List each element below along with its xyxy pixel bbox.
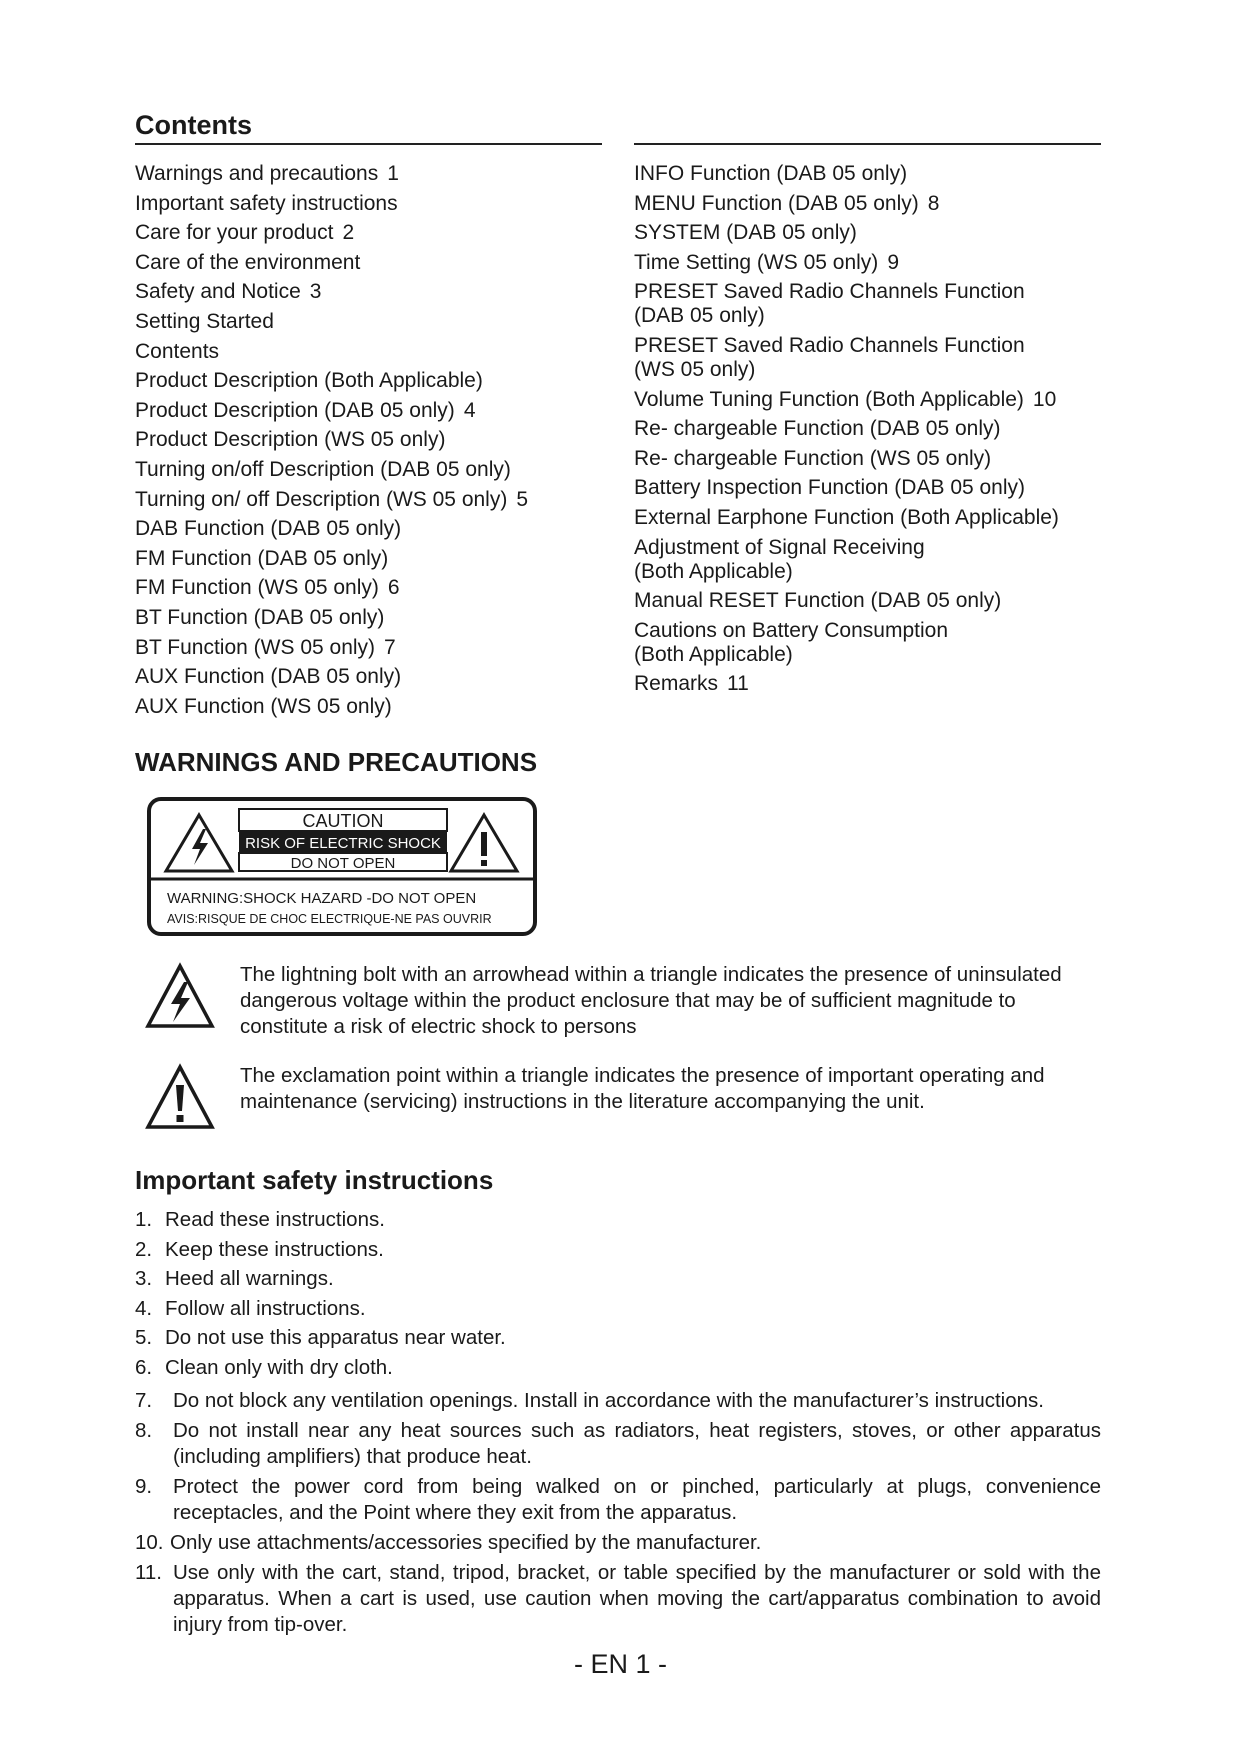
toc-entry: SYSTEM (DAB 05 only): [634, 221, 857, 245]
toc-entry: Contents: [135, 339, 220, 363]
toc-entry: Cautions on Battery Consumption (Both Applicable): [634, 618, 949, 666]
page-number: - EN 1 -: [573, 1649, 667, 1679]
contents-list-left: [135, 162, 528, 724]
toc-entry: BT Function (WS 05 only) 7: [135, 635, 396, 659]
toc-entry: Re- chargeable Function (DAB 05 only): [634, 417, 1001, 441]
toc-entry: Manual RESET Function (DAB 05 only): [634, 589, 1002, 613]
list-item: 1. Read these instructions.: [135, 1208, 385, 1231]
toc-entry: Turning on/off Description (DAB 05 only): [135, 457, 511, 481]
exclamation-triangle-icon: [145, 1063, 215, 1133]
list-item: 6. Clean only with dry cloth.: [135, 1355, 393, 1379]
contents-heading: Contents: [135, 110, 252, 140]
toc-entry: FM Function (DAB 05 only): [135, 546, 389, 570]
safety-instructions-list: [135, 1207, 1101, 1642]
toc-entry: Setting Started: [135, 309, 274, 333]
toc-entry: AUX Function (WS 05 only): [135, 694, 392, 718]
toc-entry: External Earphone Function (Both Applicable): [634, 505, 1059, 529]
exclamation-description: The exclamation point within a triangle indicates the presence of important operating and maintenance (servicing) instructions in the literature accompanying the unit.: [240, 1064, 1045, 1113]
warnings-heading: WARNINGS AND PRECAUTIONS: [135, 747, 538, 777]
list-item: 5. Do not use this apparatus near water.: [135, 1326, 506, 1350]
safety-heading: Important safety instructions: [135, 1165, 494, 1195]
list-item: 8. Do not install near any heat sources such as radiators, heat registers, stoves, or other apparatus (including amplifiers) that produce heat.: [135, 1418, 1101, 1468]
list-item: 7. Do not block any ventilation openings. Install in accordance with the manufacturer’s instructions.: [135, 1388, 1044, 1412]
toc-entry: AUX Function (DAB 05 only): [135, 665, 402, 689]
toc-entry: Safety and Notice 3: [135, 280, 322, 304]
contents-list-right: [634, 162, 1059, 702]
toc-entry: INFO Function (DAB 05 only): [634, 162, 908, 185]
lightning-description: The lightning bolt with an arrowhead within a triangle indicates the presence of uninsulated dangerous voltage within the product enclosure that may be of sufficient magnitude to constitute a risk of electric shock to persons: [240, 963, 1062, 1038]
toc-entry: Product Description (WS 05 only): [135, 428, 446, 452]
toc-entry: Adjustment of Signal Receiving (Both Applicable): [634, 535, 925, 583]
toc-entry: Important safety instructions: [135, 191, 398, 215]
avis-line: AVIS:RISQUE DE CHOC ELECTRIQUE-NE PAS OUVRIR: [167, 912, 492, 926]
list-item: 11. Use only with the cart, stand, tripod, bracket, or table specified by the manufacturer or sold with the apparatus. When a cart is used, use caution when moving the cart/apparatus combination to avoid injury from tip-over.: [135, 1560, 1101, 1636]
toc-entry: Volume Tuning Function (Both Applicable) 10: [634, 387, 1057, 411]
toc-entry: Product Description (DAB 05 only) 4: [135, 398, 476, 422]
toc-entry: Care of the environment: [135, 250, 361, 274]
warning-line: WARNING:SHOCK HAZARD -DO NOT OPEN: [167, 890, 477, 907]
toc-entry: PRESET Saved Radio Channels Function (DAB 05 only): [634, 280, 1025, 328]
lightning-triangle-icon: [145, 962, 215, 1032]
toc-entry: Product Description (Both Applicable): [135, 369, 483, 393]
toc-entry: MENU Function (DAB 05 only) 8: [634, 191, 940, 215]
do-not-open-text: DO NOT OPEN: [290, 855, 396, 872]
toc-entry: Warnings and precautions 1: [135, 162, 399, 185]
toc-entry: Turning on/ off Description (WS 05 only) 5: [135, 487, 529, 511]
toc-entry: Re- chargeable Function (WS 05 only): [634, 446, 992, 470]
list-item: 9. Protect the power cord from being walked on or pinched, particularly at plugs, convenience receptacles, and the Point where they exit from the apparatus.: [135, 1474, 1101, 1524]
toc-entry: Time Setting (WS 05 only) 9: [634, 250, 899, 274]
toc-entry: DAB Function (DAB 05 only): [135, 517, 402, 541]
heading-rule-left: [135, 143, 602, 145]
risk-text: RISK OF ELECTRIC SHOCK: [245, 835, 441, 852]
caution-label: [147, 797, 537, 936]
caution-text: CAUTION: [302, 811, 384, 831]
toc-entry: FM Function (WS 05 only) 6: [135, 576, 400, 600]
list-item: 10. Only use attachments/accessories specified by the manufacturer.: [135, 1530, 762, 1554]
toc-entry: BT Function (DAB 05 only): [135, 605, 385, 629]
heading-rule-right: [634, 143, 1101, 145]
list-item: 2. Keep these instructions.: [135, 1237, 384, 1261]
list-item: 4. Follow all instructions.: [135, 1296, 366, 1320]
toc-entry: Remarks 11: [634, 672, 749, 696]
list-item: 3. Heed all warnings.: [135, 1267, 334, 1291]
toc-entry: Care for your product 2: [135, 221, 355, 245]
toc-entry: Battery Inspection Function (DAB 05 only): [634, 476, 1026, 500]
toc-entry: PRESET Saved Radio Channels Function (WS 05 only): [634, 333, 1025, 381]
